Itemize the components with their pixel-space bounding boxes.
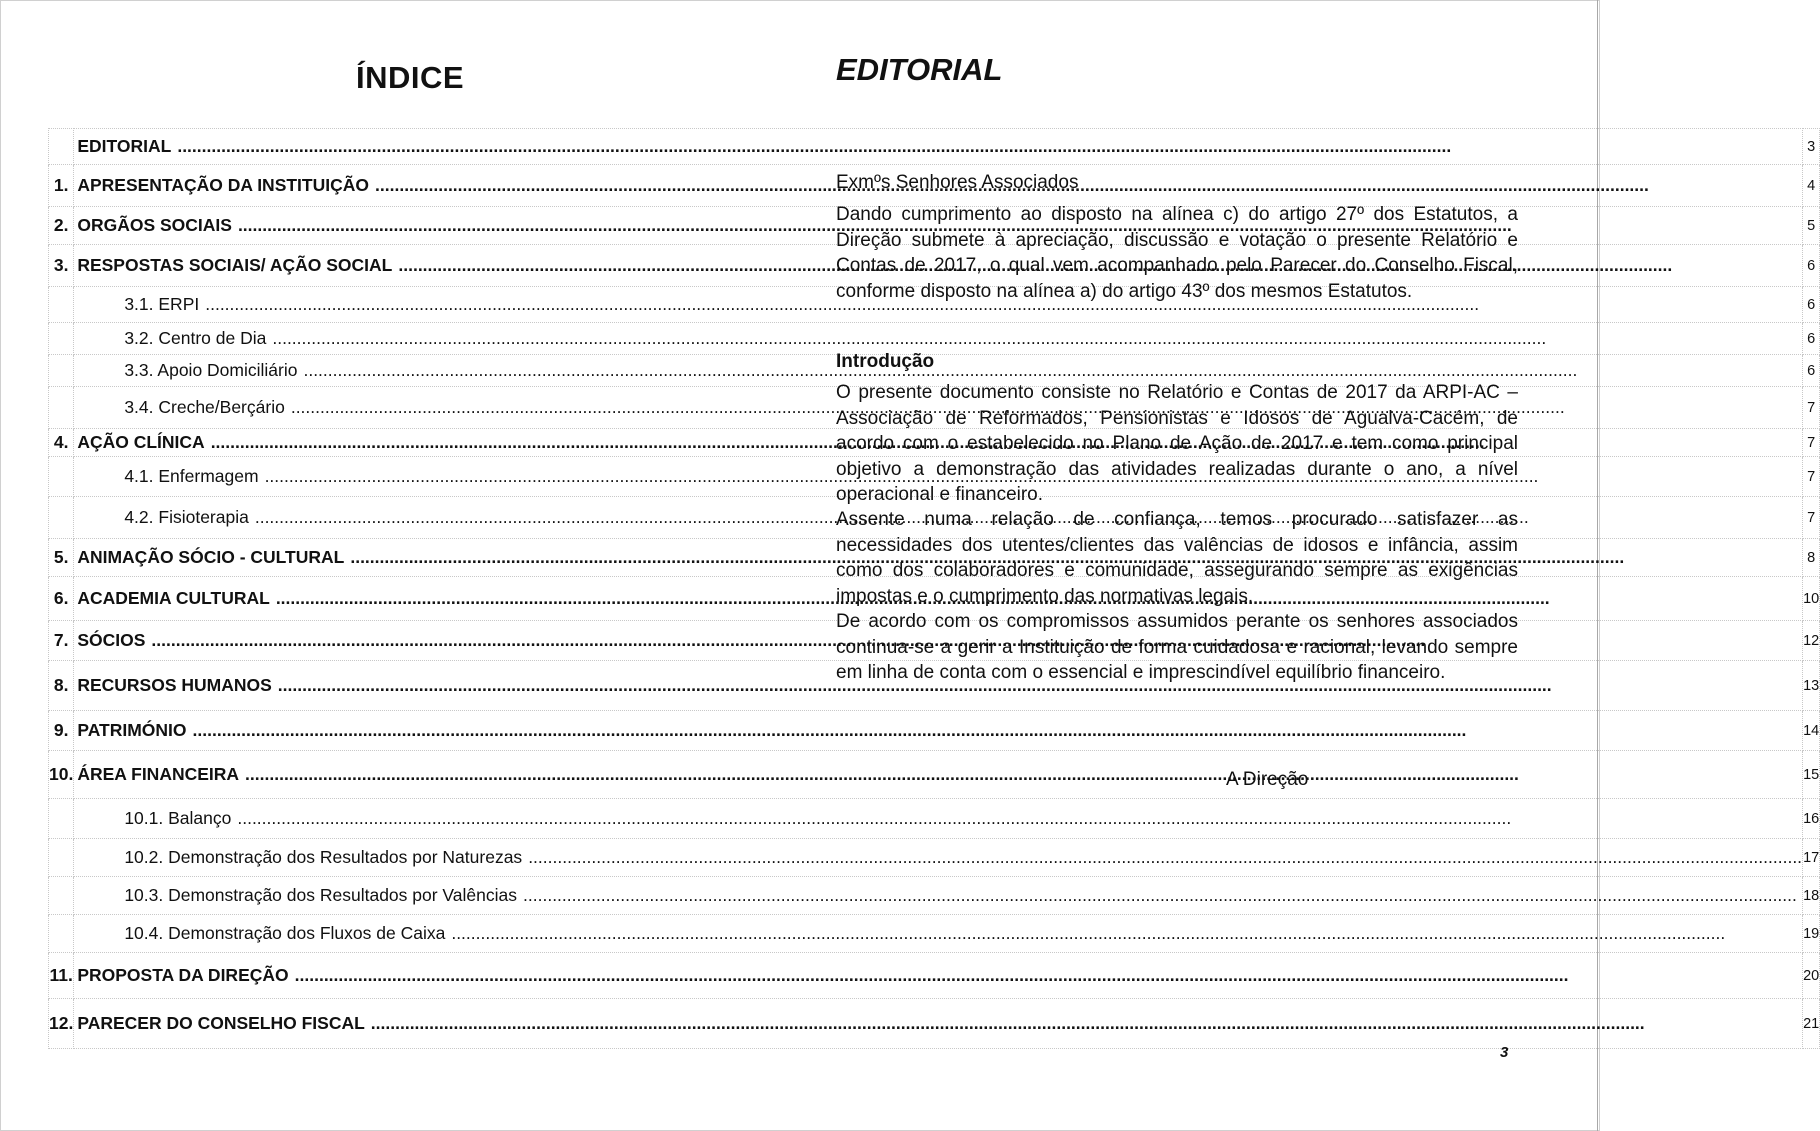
dot-leader (237, 808, 1802, 829)
toc-entry-title: AÇÃO CLÍNICA (77, 432, 205, 452)
dot-leader (523, 885, 1802, 906)
editorial-paragraph: Dando cumprimento ao disposto na alínea c) do artigo 27º dos Estatutos, a Direção submete à apreciação, discussão e votação o presente Relatório e Contas de 2017, o qual vem acompanhado pelo Parecer do Conselho Fiscal, conforme disposto na alínea a) do artigo 43º dos mesmos Estatutos. (836, 204, 1518, 302)
toc-page-number: 18 (1803, 877, 1820, 915)
toc-page-number: 4 (1803, 165, 1820, 207)
toc-page-number: 21 (1803, 999, 1820, 1049)
index-title: ÍNDICE (355, 60, 465, 95)
toc-entry-title: 4.2. Fisioterapia (124, 507, 249, 527)
toc-title-cell (74, 711, 1803, 751)
introduction-paragraph: De acordo com os compromissos assumidos perante os senhores associados continua-se a gerir a Instituição de forma cuidadosa e racional, levando sempre em linha de conta com o essencial e imprescindível equilíbrio financeiro. (836, 611, 1518, 683)
toc-page-number: 12 (1803, 621, 1820, 661)
toc-number: 5. (49, 539, 74, 577)
dot-leader (528, 847, 1802, 868)
toc-number (49, 355, 74, 387)
toc-page-number: 16 (1803, 799, 1820, 839)
toc-title-cell (74, 839, 1803, 877)
toc-number (49, 799, 74, 839)
toc-title-cell (74, 999, 1803, 1049)
toc-page-number: 3 (1803, 129, 1820, 165)
toc-title-cell (74, 877, 1803, 915)
toc-number (49, 497, 74, 539)
toc-page-number: 17 (1803, 839, 1820, 877)
toc-page-number: 8 (1803, 539, 1820, 577)
toc-row (49, 839, 1820, 877)
toc-entry-title: ORGÃOS SOCIAIS (77, 215, 232, 235)
toc-row (49, 711, 1820, 751)
toc-page-number: 10 (1803, 577, 1820, 621)
toc-page-number: 6 (1803, 323, 1820, 355)
toc-page-number: 15 (1803, 751, 1820, 799)
toc-entry-title: APRESENTAÇÃO DA INSTITUIÇÃO (77, 175, 370, 195)
toc-title-cell (74, 799, 1803, 839)
toc-number: 8. (49, 661, 74, 711)
toc-page-number: 5 (1803, 207, 1820, 245)
toc-entry-title: SÓCIOS (77, 630, 146, 650)
toc-number (49, 457, 74, 497)
toc-page-number: 7 (1803, 457, 1820, 497)
toc-number: 6. (49, 577, 74, 621)
dot-leader (371, 1013, 1802, 1034)
toc-number (49, 323, 74, 355)
toc-page-number: 7 (1803, 497, 1820, 539)
toc-number (49, 287, 74, 323)
page-number: 3 (1500, 1044, 1509, 1061)
toc-entry-title: 10.4. Demonstração dos Fluxos de Caixa (124, 923, 446, 943)
toc-entry-title: PATRIMÓNIO (77, 720, 187, 740)
introduction-heading: Introdução (836, 351, 935, 373)
signature: A Direção (1226, 769, 1309, 790)
dot-leader (451, 923, 1802, 944)
toc-entry-title: 3.4. Creche/Berçário (124, 397, 285, 417)
editorial-title: EDITORIAL (836, 52, 1003, 87)
toc-page-number: 6 (1803, 355, 1820, 387)
salutation: Exmºs Senhores Associados (836, 172, 1079, 193)
dot-leader (295, 965, 1802, 986)
introduction-paragraph: O presente documento consiste no Relatório e Contas de 2017 da ARPI-AC – Associação de Reformados, Pensionistas e Idosos de Agualva-Cacém, de acordo com o estabelecido no Plano de Ação de 2017 e tem como principal objetivo a demonstração das atividades realizadas durante o ano, a nível operacional e financeiro. (836, 382, 1518, 506)
toc-number (49, 839, 74, 877)
toc-page-number: 14 (1803, 711, 1820, 751)
toc-entry-title: EDITORIAL (77, 136, 172, 156)
toc-number: 10. (49, 751, 74, 799)
toc-number: 4. (49, 429, 74, 457)
toc-entry-title: ACADEMIA CULTURAL (77, 588, 270, 608)
dot-leader (193, 720, 1803, 741)
toc-entry-title: ÁREA FINANCEIRA (77, 764, 240, 784)
toc-entry-title: RECURSOS HUMANOS (77, 675, 272, 695)
toc-entry-title: 3.1. ERPI (124, 294, 200, 314)
toc-page-number: 13 (1803, 661, 1820, 711)
toc-entry-title: 10.1. Balanço (124, 808, 232, 828)
toc-entry-title: 3.3. Apoio Domiciliário (124, 360, 298, 380)
toc-page-number: 7 (1803, 387, 1820, 429)
toc-page-number: 19 (1803, 915, 1820, 953)
toc-number (49, 129, 74, 165)
toc-row (49, 751, 1820, 799)
toc-page-number: 7 (1803, 429, 1820, 457)
toc-row (49, 877, 1820, 915)
toc-entry-title: 3.2. Centro de Dia (124, 328, 267, 348)
toc-number (49, 915, 74, 953)
editorial-body (836, 170, 1518, 685)
toc-entry-title: PARECER DO CONSELHO FISCAL (77, 1013, 365, 1033)
toc-entry-title: 10.3. Demonstração dos Resultados por Valências (124, 885, 518, 905)
toc-number: 1. (49, 165, 74, 207)
toc-page-number: 6 (1803, 245, 1820, 287)
toc-entry-title: PROPOSTA DA DIREÇÃO (77, 965, 289, 985)
toc-entry-title: RESPOSTAS SOCIAIS/ AÇÃO SOCIAL (77, 255, 393, 275)
dot-leader (177, 136, 1802, 157)
toc-row (49, 799, 1820, 839)
toc-number (49, 877, 74, 915)
toc-entry-title: 10.2. Demonstração dos Resultados por Naturezas (124, 847, 523, 867)
introduction-paragraph: Assente numa relação de confiança, temos procurado satisfazer as necessidades dos utentes/clientes das valências de idosos e infância, assim como dos colaboradores e comunidade, assegurando sempre as exigências impostas e o cumprimento das normativas legais. (836, 509, 1518, 607)
toc-number: 11. (49, 953, 74, 999)
toc-entry-title: 4.1. Enfermagem (124, 466, 259, 486)
toc-title-cell (74, 129, 1803, 165)
toc-title-cell (74, 915, 1803, 953)
toc-title-cell (74, 751, 1803, 799)
dot-leader (245, 764, 1802, 785)
toc-number (49, 387, 74, 429)
toc-row (49, 953, 1820, 999)
toc-number: 2. (49, 207, 74, 245)
toc-number: 9. (49, 711, 74, 751)
toc-entry-title: ANIMAÇÃO SÓCIO - CULTURAL (77, 547, 345, 567)
toc-page-number: 20 (1803, 953, 1820, 999)
toc-number: 7. (49, 621, 74, 661)
toc-row (49, 999, 1820, 1049)
toc-row (49, 129, 1820, 165)
toc-title-cell (74, 953, 1803, 999)
toc-number: 3. (49, 245, 74, 287)
toc-number: 12. (49, 999, 74, 1049)
toc-row (49, 915, 1820, 953)
toc-page-number: 6 (1803, 287, 1820, 323)
